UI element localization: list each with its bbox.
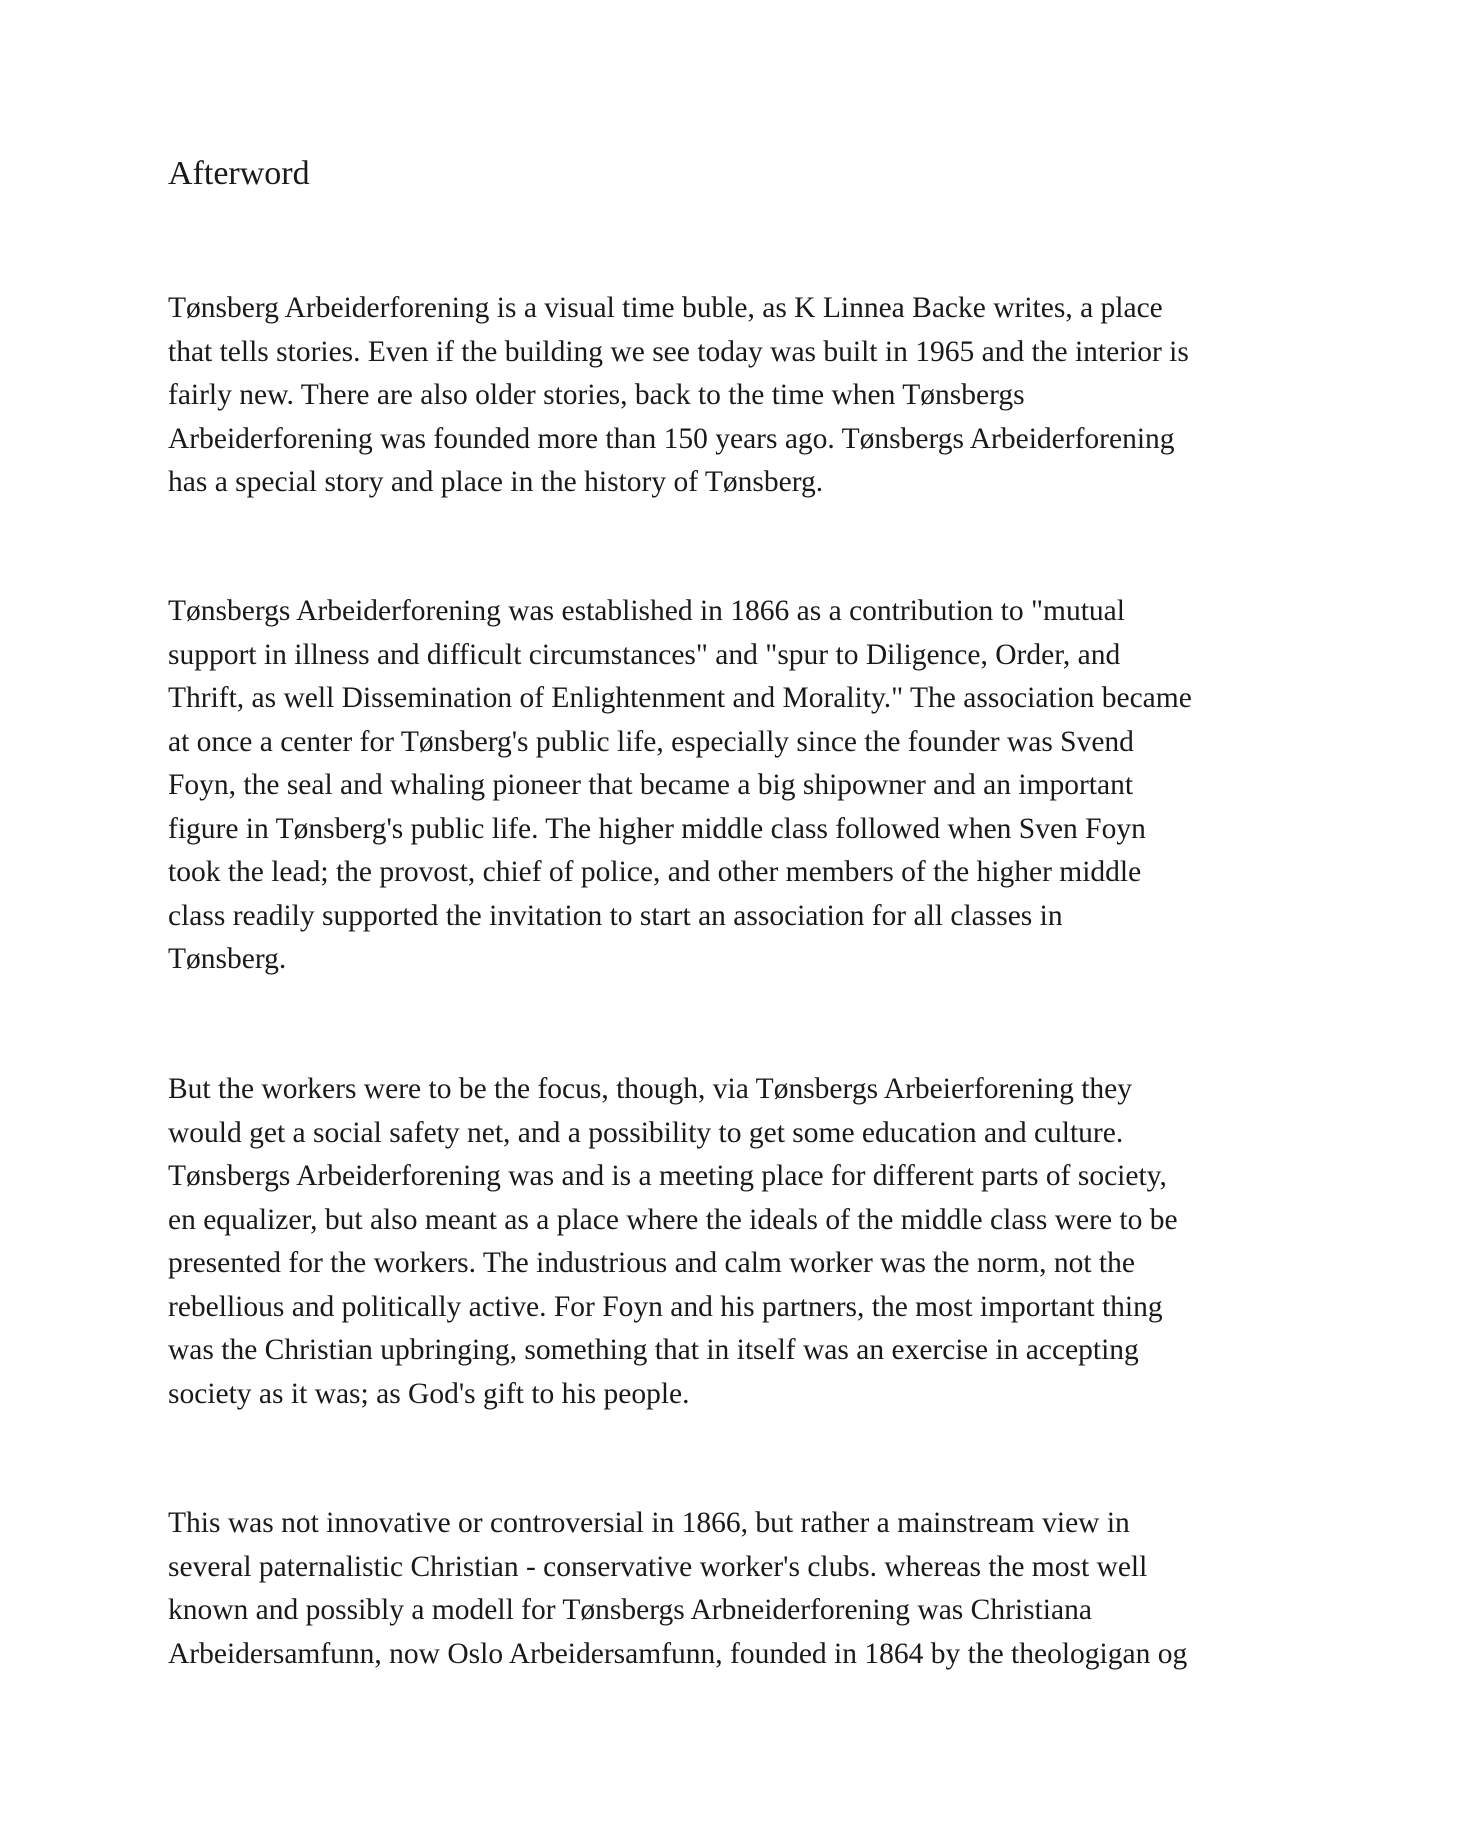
page-title: Afterword [168, 155, 310, 192]
text-line: was the Christian upbringing, something that in itself was an exercise in accepting [168, 1334, 1139, 1366]
text-line: that tells stories. Even if the building we see today was built in 1965 and the interior is [168, 335, 1189, 368]
paragraph-4 [168, 1502, 1187, 1676]
text-line: known and possibly a modell for Tønsbergs Arbneiderforening was Christiana [168, 1594, 1092, 1626]
paragraph-1 [168, 287, 1189, 505]
text-line: several paternalistic Christian - conservative worker's clubs. whereas the most well [168, 1550, 1148, 1583]
text-line: society as it was; as God's gift to his people. [168, 1377, 690, 1410]
text-line: class readily supported the invitation to start an association for all classes in [168, 899, 1063, 932]
text-line: Tønsbergs Arbeiderforening was established in 1866 as a contribution to "mutual [168, 595, 1125, 627]
text-line: rebellious and politically active. For Foyn and his partners, the most important thing [168, 1290, 1163, 1323]
text-line: support in illness and difficult circumstances" and "spur to Diligence, Order, and [168, 638, 1121, 671]
text-line: figure in Tønsberg's public life. The higher middle class followed when Sven Foyn [168, 812, 1146, 845]
text-line: Tønsberg. [168, 943, 287, 975]
text-line: Arbeidersamfunn, now Oslo Arbeidersamfunn, founded in 1864 by the theologigan og [168, 1637, 1188, 1670]
text-line: Arbeiderforening was founded more than 150 years ago. Tønsbergs Arbeiderforening [168, 422, 1175, 455]
text-line: But the workers were to be the focus, though, via Tønsbergs Arbeierforening they [168, 1073, 1132, 1105]
text-line: would get a social safety net, and a possibility to get some education and culture. [168, 1116, 1124, 1149]
text-line: took the lead; the provost, chief of police, and other members of the higher middle [168, 856, 1142, 888]
text-line: presented for the workers. The industrious and calm worker was the norm, not the [168, 1247, 1135, 1279]
text-line: fairly new. There are also older stories, back to the time when Tønsbergs [168, 379, 1025, 411]
text-line: en equalizer, but also meant as a place where the ideals of the middle class were to be [168, 1203, 1178, 1236]
text-line: Foyn, the seal and whaling pioneer that became a big shipowner and an important [168, 769, 1134, 801]
text-line: Tønsbergs Arbeiderforening was and is a meeting place for different parts of society, [168, 1160, 1167, 1192]
text-line: Tønsberg Arbeiderforening is a visual time buble, as K Linnea Backe writes, a place [168, 292, 1163, 324]
paragraph-2 [168, 590, 1192, 982]
text-line: Thrift, as well Dissemination of Enlightenment and Morality." The association became [168, 682, 1192, 714]
text-line: This was not innovative or controversial in 1866, but rather a mainstream view in [168, 1507, 1130, 1539]
paragraph-3 [168, 1068, 1178, 1416]
text-line: has a special story and place in the history of Tønsberg. [168, 466, 824, 498]
text-line: at once a center for Tønsberg's public life, especially since the founder was Svend [168, 725, 1134, 758]
